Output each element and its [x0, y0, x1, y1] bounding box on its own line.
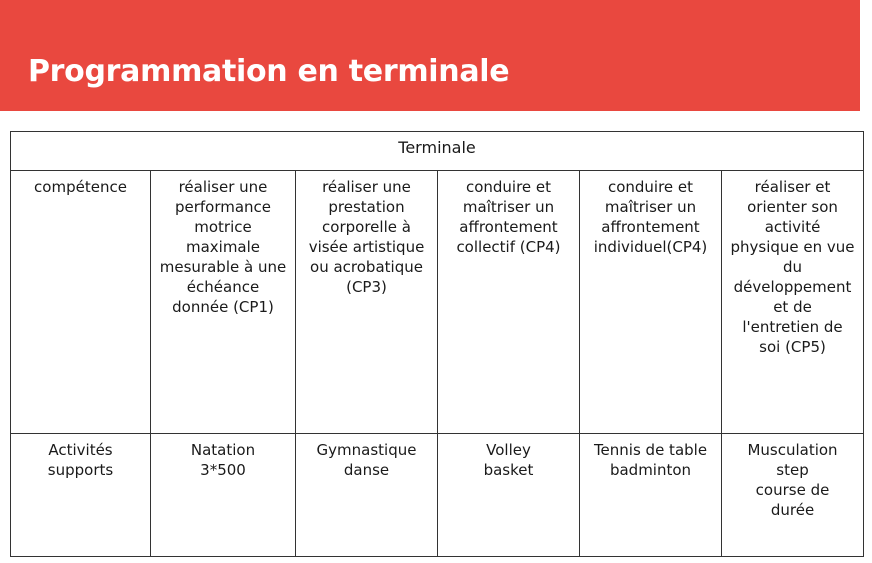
table-cell	[722, 434, 864, 557]
cell-text: réaliser et orienter son activité physique en vue du développement et de l'entretien de soi (CP5)	[730, 178, 855, 356]
table-row	[11, 171, 864, 434]
table-cell	[296, 434, 438, 557]
cell-text: Musculation step course de durée	[747, 441, 838, 519]
cell-text: Gymnastique danse	[316, 441, 417, 479]
cell-text: Volley basket	[483, 441, 534, 479]
cell-text: réaliser une prestation corporelle à visée artistique ou acrobatique (CP3)	[308, 178, 425, 296]
table-cell	[438, 171, 580, 434]
row-label-activites	[11, 434, 151, 557]
table-cell	[151, 434, 296, 557]
table-cell	[580, 434, 722, 557]
cell-text: Natation 3*500	[190, 441, 256, 479]
cell-text: conduire et maîtriser un affrontement collectif (CP4)	[456, 178, 561, 256]
table-cell	[722, 171, 864, 434]
cell-text: réaliser une performance motrice maximale mesurable à une échéance donnée (CP1)	[159, 178, 287, 316]
title-banner	[0, 0, 860, 111]
table-cell	[151, 171, 296, 434]
row-label-text: compétence	[34, 178, 127, 196]
page-title: Programmation en terminale	[28, 54, 510, 89]
table-header-row	[11, 132, 864, 171]
table-cell	[438, 434, 580, 557]
programme-table	[10, 131, 864, 557]
cell-text: conduire et maîtriser un affrontement individuel(CP4)	[593, 178, 708, 256]
table-title: Terminale	[11, 132, 864, 171]
table-row	[11, 434, 864, 557]
table-cell	[580, 171, 722, 434]
row-label-competence	[11, 171, 151, 434]
cell-text: Tennis de table badminton	[593, 441, 708, 479]
table-cell	[296, 171, 438, 434]
row-label-text: Activités supports	[47, 441, 114, 479]
